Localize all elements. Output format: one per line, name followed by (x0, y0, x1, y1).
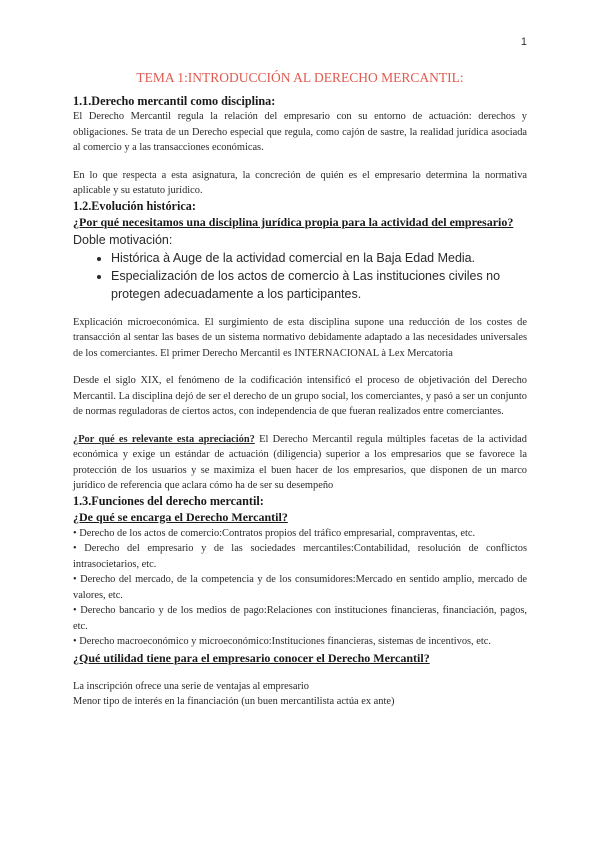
section-question: ¿Por qué necesitamos una disciplina jurídica propia para la actividad del empresario? (73, 214, 514, 229)
function-item: • Derecho del mercado, de la competencia y de los consumidores:Mercado en sentido amplio, mercado de valores, etc. (73, 574, 527, 601)
paragraph-text: El Derecho Mercantil regula múltiples facetas de la actividad económica y exige un estándar de actuación (diligencia) superior a los empresarios que se favorece la protección de los usuarios y se maximiza el buen hacer de los empresarios, que disponen de un marco jurídico de referencia que aclara cómo ha de ser su desempeño (73, 433, 527, 491)
list-intro: Doble motivación: (73, 232, 173, 247)
function-item: • Derecho del empresario y de las sociedades mercantiles:Contabilidad, resolución de conflictos intrasocietarios, etc. (73, 543, 527, 570)
inline-question: ¿Por qué es relevante esta apreciación? (73, 433, 255, 445)
list-item: • Histórica à Auge de la actividad comercial en la Baja Edad Media. (111, 249, 527, 267)
section-heading-1-1: 1.1.Derecho mercantil como disciplina: (73, 94, 276, 108)
paragraph: El Derecho Mercantil regula la relación del empresario con su entorno de actuación: derechos y obligaciones. Se trata de un Derecho especial que regula, como cajón de sastre, la realidad jurídica asociada al comercio y a las transacciones económicas. (73, 111, 527, 153)
function-item: • Derecho bancario y de los medios de pago:Relaciones con instituciones financieras, financiación, pagos, etc. (73, 605, 527, 632)
section-heading-1-3: 1.3.Funciones del derecho mercantil: (73, 493, 264, 508)
paragraph: Desde el siglo XIX, el fenómeno de la codificación intensificó el proceso de objetivación del Derecho Mercantil. La disciplina dejó de ser el derecho de un grupo social, los comerciantes, y pasó a ser un conjunto de normas reguladoras de ciertos actos, con independencia de que fueran realizados entre comerciantes. (73, 375, 527, 417)
page-number: 1 (520, 36, 527, 48)
document-body (73, 70, 527, 710)
section-question: ¿De qué se encarga el Derecho Mercantil? (73, 509, 288, 524)
function-item: • Derecho de los actos de comercio:Contratos propios del tráfico empresarial, compraventas, etc. (73, 527, 476, 539)
section-heading-1-2: 1.2.Evolución histórica: (73, 198, 196, 213)
paragraph: En lo que respecta a esta asignatura, la concreción de quién es el empresario determina la normativa aplicable y su estatuto jurídico. (73, 169, 527, 196)
list-item: • Especialización de los actos de comercio à Las instituciones civiles no protegen adecuadamente a los participantes. (111, 267, 527, 303)
text-line: La inscripción ofrece una serie de ventajas al empresario (73, 680, 309, 692)
bullet-list (73, 249, 527, 303)
text-line: Menor tipo de interés en la financiación (un buen mercantilista actúa ex ante) (73, 696, 395, 707)
document-title: TEMA 1:INTRODUCCIÓN AL DERECHO MERCANTIL: (136, 70, 464, 85)
section-question: ¿Qué utilidad tiene para el empresario conocer el Derecho Mercantil? (73, 650, 430, 665)
paragraph (73, 432, 527, 494)
function-item: • Derecho macroeconómico y microeconómico:Instituciones financieras, sistemas de incentivos, etc. (73, 636, 491, 647)
paragraph: Explicación microeconómica. El surgimiento de esta disciplina supone una reducción de los costes de transacción al sentar las bases de un sistema normativo debidamente adaptado a las necesidades universales de los comerciantes. El primer Derecho Mercantil es INTERNACIONAL à Lex Mercatoria (73, 316, 527, 359)
